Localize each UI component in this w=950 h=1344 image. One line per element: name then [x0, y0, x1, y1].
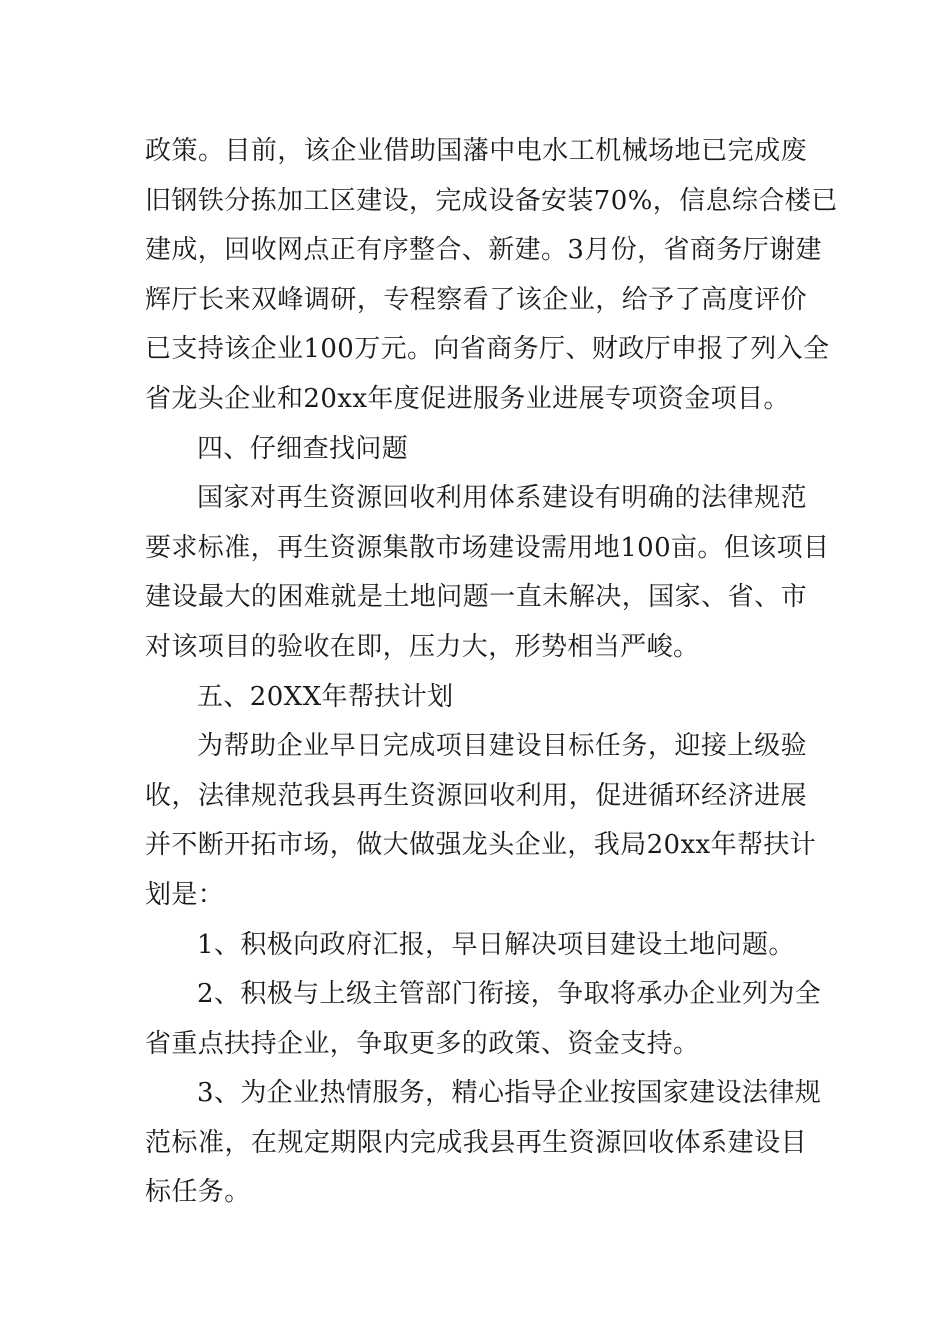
text-line: 省重点扶持企业，争取更多的政策、资金支持。	[145, 1028, 700, 1059]
text-line: 旧钢铁分拣加工区建设，完成设备安装70%，信息综合楼已	[145, 185, 838, 216]
list-item	[145, 921, 807, 971]
document-body	[145, 127, 838, 1218]
text-line: 标任务。	[145, 1177, 251, 1208]
text-line: 政策。目前，该企业借助国藩中电水工机械场地已完成废	[145, 136, 807, 166]
text-line: 辉厅长来双峰调研，专程察看了该企业，给予了高度评价	[145, 284, 807, 315]
text-line: 3、为企业热情服务，精心指导企业按国家建设法律规	[197, 1078, 822, 1109]
text-line: 收，法律规范我县再生资源回收利用，促进循环经济进展	[145, 780, 807, 811]
paragraph	[145, 722, 817, 920]
list-item	[145, 1069, 822, 1218]
text-line: 为帮助企业早日完成项目建设目标任务，迎接上级验	[197, 731, 807, 762]
text-line: 已支持该企业100万元。向省商务厅、财政厅申报了列入全	[145, 334, 830, 365]
paragraph	[145, 474, 830, 672]
section-heading	[145, 425, 807, 475]
text-line: 2、积极与上级主管部门衔接，争取将承办企业列为全	[197, 979, 822, 1010]
text-line: 要求标准，再生资源集散市场建设需用地100亩。但该项目	[145, 532, 830, 563]
text-line: 五、20XX年帮扶计划	[197, 681, 454, 712]
section-heading	[145, 673, 807, 723]
text-line: 1、积极向政府汇报，早日解决项目建设土地问题。	[197, 929, 795, 960]
text-line: 并不断开拓市场，做大做强龙头企业，我局20xx年帮扶计	[145, 830, 817, 861]
paragraph	[145, 127, 838, 425]
text-line: 国家对再生资源回收利用体系建设有明确的法律规范	[197, 483, 807, 514]
text-line: 建成，回收网点正有序整合、新建。3月份，省商务厅谢建	[145, 235, 822, 266]
text-line: 建设最大的困难就是土地问题一直未解决，国家、省、市	[145, 582, 807, 613]
text-line: 省龙头企业和20xx年度促进服务业进展专项资金项目。	[145, 383, 790, 414]
text-line: 四、仔细查找问题	[197, 433, 409, 464]
text-line: 范标准，在规定期限内完成我县再生资源回收体系建设目	[145, 1127, 807, 1158]
list-item	[145, 970, 822, 1069]
text-line: 划是：	[145, 879, 225, 910]
text-line: 对该项目的验收在即，压力大，形势相当严峻。	[145, 631, 700, 662]
